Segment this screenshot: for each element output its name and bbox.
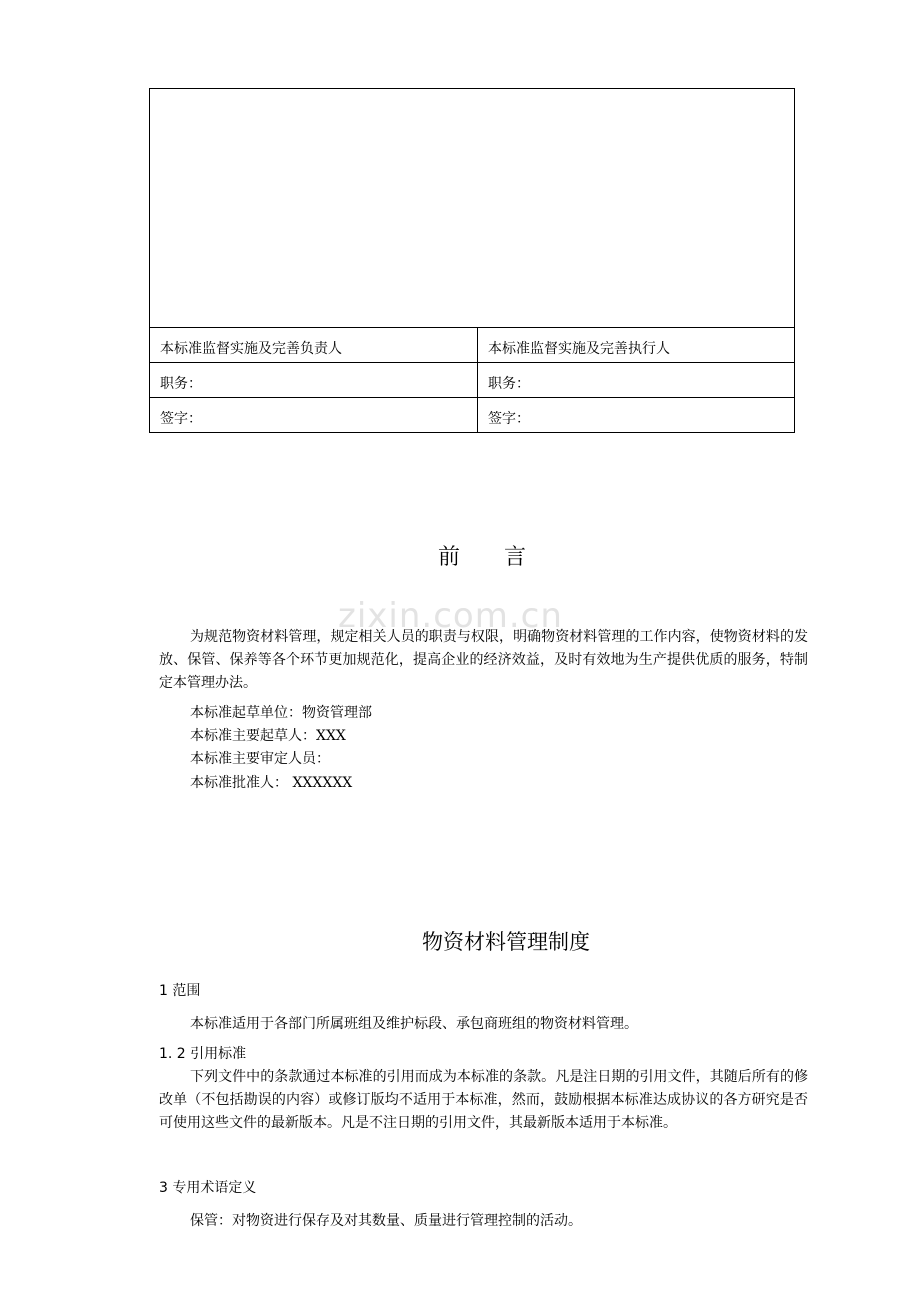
preface-paragraph: 为规范物资材料管理，规定相关人员的职责与权限，明确物资材料管理的工作内容，使物资材料的发放、保管、保养等各个环节更加规范化，提高企业的经济效益，及时有效地为生产提供优质的服务，特制定本管理办法。 — [159, 629, 808, 691]
section-text-scope: 本标准适用于各部门所属班组及维护标段、承包商班组的物资材料管理。 — [190, 1016, 638, 1032]
header-row — [150, 328, 795, 363]
section-heading-terms: 3 专用术语定义 — [159, 1180, 257, 1196]
section-text-references: 下列文件中的条款通过本标准的引用而成为本标准的条款。凡是注日期的引用文件，其随后所有的修改单（不包括勘误的内容）或修订版均不适用于本标准，然而，鼓励根据本标准达成协议的各方研究是否可使用这些文件的最新版本。凡是不注日期的引用文件，其最新版本适用于本标准。 — [159, 1069, 808, 1131]
left-header-cell: 本标准监督实施及完善负责人 — [150, 328, 478, 363]
preface-title: 前言 — [437, 545, 570, 570]
main-reviewers: 本标准主要审定人员： — [190, 751, 330, 767]
section-heading-scope: 1 范围 — [159, 983, 201, 999]
main-drafter: 本标准主要起草人：XXX — [190, 728, 346, 744]
approver: 本标准批准人： XXXXXX — [190, 775, 353, 791]
right-header-cell: 本标准监督实施及完善执行人 — [478, 328, 795, 363]
right-position-cell: 职务： — [478, 363, 795, 398]
left-position-cell: 职务： — [150, 363, 478, 398]
drafting-unit: 本标准起草单位：物资管理部 — [190, 705, 372, 721]
signature-row — [150, 398, 795, 433]
watermark: zixin.com.cn — [338, 596, 563, 636]
document-title: 物资材料管理制度 — [422, 930, 590, 954]
right-signature-cell: 签字： — [478, 398, 795, 433]
blank-area — [150, 89, 795, 328]
section-text-terms: 保管：对物资进行保存及对其数量、质量进行管理控制的活动。 — [190, 1213, 582, 1229]
blank-area-row — [150, 89, 795, 328]
left-signature-cell: 签字： — [150, 398, 478, 433]
signature-table — [149, 88, 795, 433]
position-row — [150, 363, 795, 398]
section-heading-references: 1. 2 引用标准 — [159, 1046, 247, 1062]
